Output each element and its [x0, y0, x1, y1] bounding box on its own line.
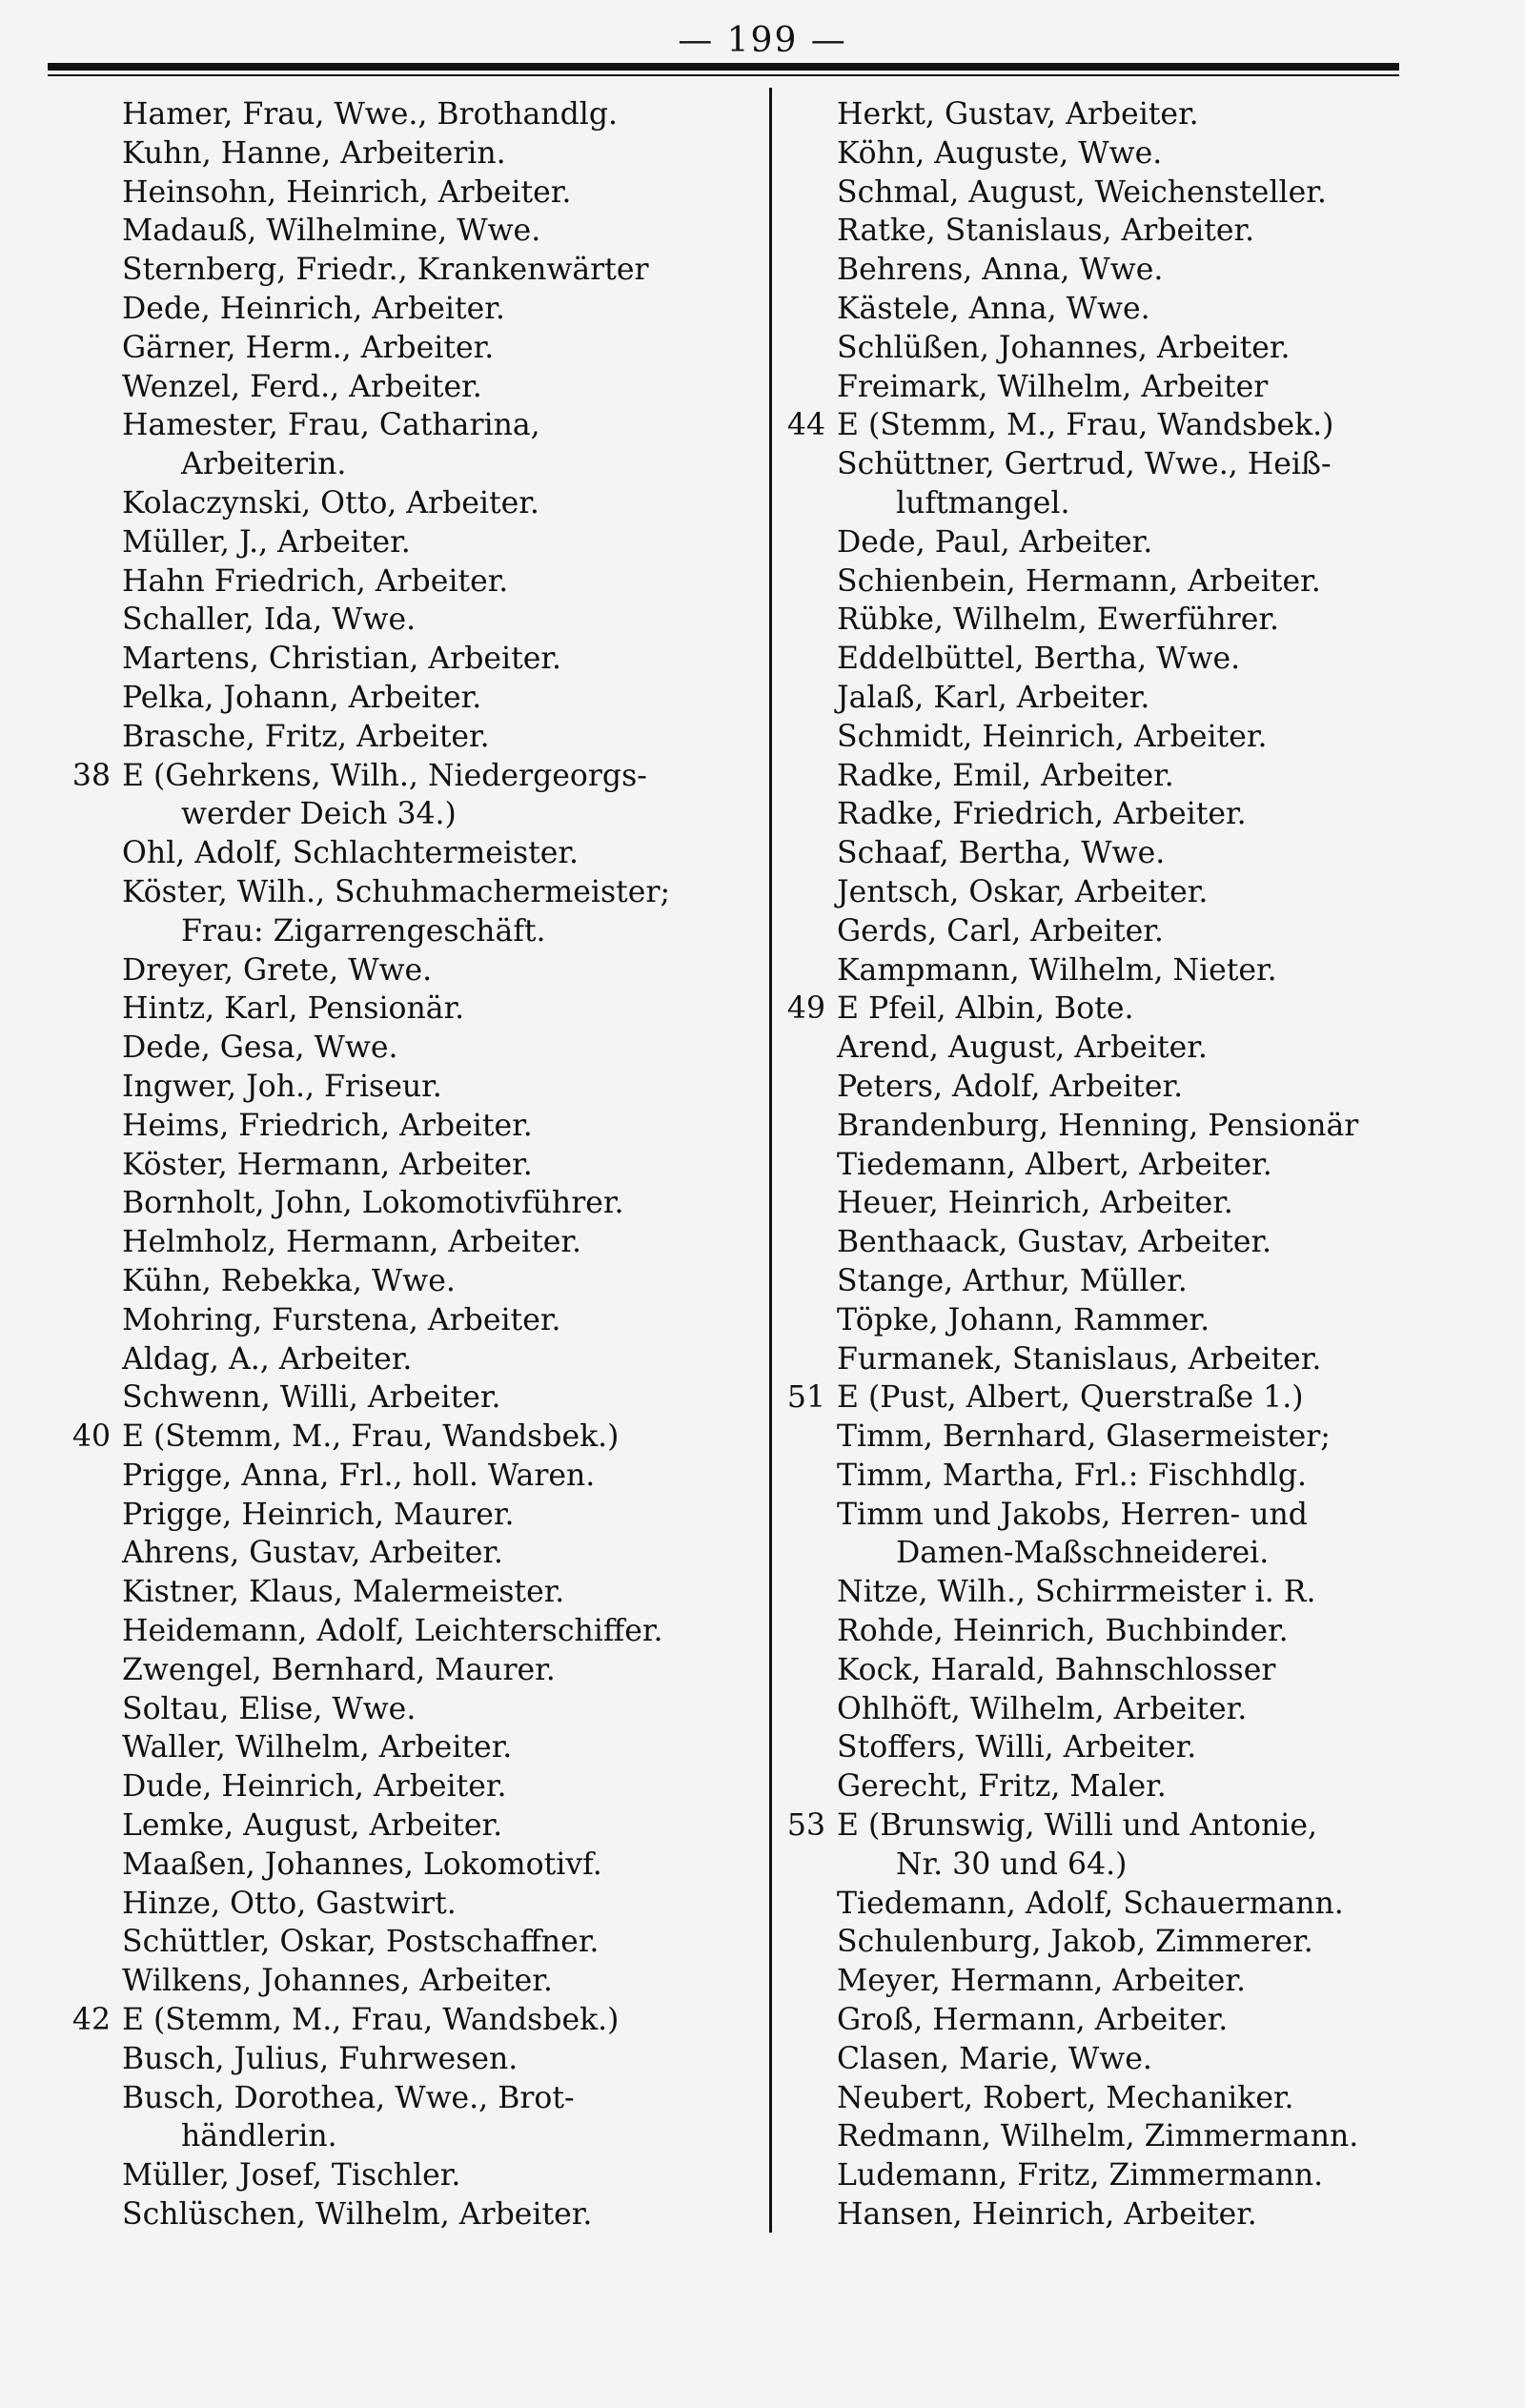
resident-entry: Dude, Heinrich, Arbeiter. [122, 1769, 507, 1805]
resident-entry: Stoffers, Willi, Arbeiter. [837, 1730, 1197, 1765]
page-number: — 199 — [678, 21, 847, 60]
resident-entry-continuation: Nr. 30 und 64.) [896, 1847, 1128, 1882]
house-owner-text: E (Pust, Albert, Querstraße 1.) [837, 1380, 1304, 1416]
resident-entry: Kampmann, Wilhelm, Nieter. [837, 952, 1277, 988]
resident-entry: Heims, Friedrich, Arbeiter. [122, 1108, 533, 1143]
resident-entry: Waller, Wilhelm, Arbeiter. [122, 1730, 513, 1765]
resident-entry: Ohlhöft, Wilhelm, Arbeiter. [837, 1691, 1248, 1726]
resident-entry: Schwenn, Willi, Arbeiter. [122, 1380, 501, 1416]
resident-entry: Herkt, Gustav, Arbeiter. [837, 97, 1199, 132]
resident-entry: Schmal, August, Weichensteller. [837, 174, 1327, 210]
resident-entry: Wenzel, Ferd., Arbeiter. [122, 369, 482, 404]
resident-entry-continuation: Frau: Zigarrengeschäft. [181, 913, 546, 949]
right-column [774, 95, 1432, 2235]
resident-entry: Pelka, Johann, Arbeiter. [122, 680, 482, 715]
resident-entry: Prigge, Anna, Frl., holl. Waren. [122, 1458, 596, 1493]
resident-entry: Gerds, Carl, Arbeiter. [837, 913, 1164, 949]
column-divider [769, 88, 772, 2233]
resident-entry-continuation: luftmangel. [896, 485, 1070, 520]
resident-entry: Clasen, Marie, Wwe. [837, 2041, 1152, 2076]
resident-entry: Dreyer, Grete, Wwe. [122, 952, 433, 988]
resident-entry: Hinze, Otto, Gastwirt. [122, 1886, 457, 1921]
resident-entry: Busch, Julius, Fuhrwesen. [122, 2041, 518, 2076]
resident-entry: Ludemann, Fritz, Zimmermann. [837, 2158, 1324, 2194]
resident-entry: Kuhn, Hanne, Arbeiterin. [122, 135, 506, 171]
resident-entry: Freimark, Wilhelm, Arbeiter [837, 369, 1269, 404]
resident-entry: Timm und Jakobs, Herren- und [837, 1497, 1308, 1532]
resident-entry: Tiedemann, Albert, Arbeiter. [837, 1147, 1272, 1182]
resident-entry: Hintz, Karl, Pensionär. [122, 991, 465, 1027]
resident-entry: Sternberg, Friedr., Krankenwärter [122, 253, 649, 288]
resident-entry: Köster, Hermann, Arbeiter. [122, 1147, 533, 1182]
resident-entry: Brasche, Fritz, Arbeiter. [122, 719, 490, 754]
resident-entry: Stange, Arthur, Müller. [837, 1263, 1188, 1298]
house-number: 51 [786, 1380, 825, 1416]
resident-entry: Nitze, Wilh., Schirrmeister i. R. [837, 1575, 1316, 1610]
resident-entry: Peters, Adolf, Arbeiter. [837, 1069, 1184, 1104]
resident-entry: Eddelbüttel, Bertha, Wwe. [837, 642, 1241, 677]
resident-entry: Köster, Wilh., Schuhmachermeister; [122, 874, 671, 909]
resident-entry: Hahn Friedrich, Arbeiter. [122, 563, 509, 599]
house-number-line [59, 1418, 707, 1457]
header-rule-thick [48, 63, 1399, 71]
house-owner-text: E (Stemm, M., Frau, Wandsbek.) [122, 1419, 620, 1455]
resident-entry: Busch, Dorothea, Wwe., Brot- [122, 2080, 575, 2115]
resident-entry: Kästele, Anna, Wwe. [837, 291, 1150, 326]
resident-entry: Töpke, Johann, Rammer. [837, 1302, 1210, 1337]
resident-entry: Timm, Martha, Frl.: Fischhdlg. [837, 1458, 1308, 1493]
resident-entry: Wilkens, Johannes, Arbeiter. [122, 1964, 553, 1999]
resident-entry: Dede, Gesa, Wwe. [122, 1031, 398, 1066]
resident-entry: Mohring, Furstena, Arbeiter. [122, 1302, 561, 1337]
resident-entry: Jentsch, Oskar, Arbeiter. [837, 874, 1209, 909]
resident-entry: Prigge, Heinrich, Maurer. [122, 1497, 515, 1532]
resident-entry: Brandenburg, Henning, Pensionär [837, 1108, 1359, 1143]
resident-entry: Radke, Emil, Arbeiter. [837, 758, 1174, 793]
resident-entry: Martens, Christian, Arbeiter. [122, 642, 561, 677]
resident-entry: Kolaczynski, Otto, Arbeiter. [122, 485, 539, 520]
resident-entry: Ahrens, Gustav, Arbeiter. [122, 1536, 503, 1571]
resident-entry: Köhn, Auguste, Wwe. [837, 135, 1163, 171]
resident-entry: Dede, Heinrich, Arbeiter. [122, 291, 505, 326]
resident-entry: Rohde, Heinrich, Buchbinder. [837, 1614, 1289, 1649]
resident-entry-continuation: Arbeiterin. [181, 447, 347, 482]
house-owner-text: E Pfeil, Albin, Bote. [837, 991, 1134, 1027]
house-owner-text: E (Brunswig, Willi und Antonie, [837, 1808, 1318, 1844]
resident-entry: Heinsohn, Heinrich, Arbeiter. [122, 174, 572, 210]
house-number-line [774, 1806, 1432, 1846]
house-owner-text: E (Gehrkens, Wilh., Niedergeorgs- [122, 758, 647, 793]
resident-entry: Zwengel, Bernhard, Maurer. [122, 1652, 556, 1687]
resident-entry: Hansen, Heinrich, Arbeiter. [837, 2197, 1257, 2233]
resident-entry: Redmann, Wilhelm, Zimmermann. [837, 2119, 1359, 2154]
resident-entry: Müller, J., Arbeiter. [122, 524, 411, 560]
resident-entry: Benthaack, Gustav, Arbeiter. [837, 1225, 1272, 1260]
resident-entry: Meyer, Hermann, Arbeiter. [837, 1964, 1246, 1999]
resident-entry: Schaller, Ida, Wwe. [122, 602, 417, 638]
resident-entry: Kistner, Klaus, Malermeister. [122, 1575, 565, 1610]
resident-entry: Dede, Paul, Arbeiter. [837, 524, 1153, 560]
house-number-line [59, 2001, 707, 2040]
house-owner-text: E (Stemm, M., Frau, Wandsbek.) [122, 2003, 620, 2038]
resident-entry: Schüttner, Gertrud, Wwe., Heiß- [837, 447, 1332, 482]
resident-entry-continuation: werder Deich 34.) [181, 797, 457, 832]
house-number: 49 [786, 991, 825, 1027]
resident-entry: Helmholz, Hermann, Arbeiter. [122, 1225, 582, 1260]
resident-entry: Gerecht, Fritz, Maler. [837, 1769, 1167, 1805]
resident-entry-continuation: Damen-Maßschneiderei. [896, 1536, 1270, 1571]
resident-entry: Schulenburg, Jakob, Zimmerer. [837, 1925, 1313, 1960]
house-number-line [774, 990, 1432, 1029]
resident-entry: Behrens, Anna, Wwe. [837, 253, 1164, 288]
resident-entry: Arend, August, Arbeiter. [837, 1031, 1208, 1066]
resident-entry: Hamester, Frau, Catharina, [122, 408, 540, 443]
resident-entry: Bornholt, John, Lokomotivführer. [122, 1186, 624, 1221]
resident-entry: Radke, Friedrich, Arbeiter. [837, 797, 1247, 832]
resident-entry: Neubert, Robert, Mechaniker. [837, 2080, 1294, 2115]
house-number-line [59, 757, 707, 796]
resident-entry: Timm, Bernhard, Glasermeister; [837, 1419, 1331, 1455]
house-number: 38 [71, 758, 111, 793]
resident-entry: Ohl, Adolf, Schlachtermeister. [122, 836, 580, 871]
house-number: 42 [71, 2003, 111, 2038]
resident-entry: Madauß, Wilhelmine, Wwe. [122, 214, 541, 249]
resident-entry: Schlüßen, Johannes, Arbeiter. [837, 330, 1291, 365]
resident-entry: Rübke, Wilhelm, Ewerführer. [837, 602, 1279, 638]
resident-entry: Maaßen, Johannes, Lokomotivf. [122, 1847, 602, 1882]
resident-entry: Kühn, Rebekka, Wwe. [122, 1263, 456, 1298]
resident-entry-continuation: händlerin. [181, 2119, 337, 2154]
resident-entry: Furmanek, Stanislaus, Arbeiter. [837, 1341, 1322, 1377]
resident-entry: Heidemann, Adolf, Leichterschiffer. [122, 1614, 663, 1649]
resident-entry: Ratke, Stanislaus, Arbeiter. [837, 214, 1255, 249]
house-number: 44 [786, 408, 825, 443]
resident-entry: Schmidt, Heinrich, Arbeiter. [837, 719, 1268, 754]
house-number: 40 [71, 1419, 111, 1455]
resident-entry: Lemke, August, Arbeiter. [122, 1808, 503, 1844]
resident-entry: Tiedemann, Adolf, Schauermann. [837, 1886, 1344, 1921]
left-column [59, 95, 707, 2235]
resident-entry: Kock, Harald, Bahnschlosser [837, 1652, 1276, 1687]
house-number-line [774, 406, 1432, 445]
resident-entry: Schüttler, Oskar, Postschaffner. [122, 1925, 600, 1960]
resident-entry: Aldag, A., Arbeiter. [122, 1341, 413, 1377]
house-owner-text: E (Stemm, M., Frau, Wandsbek.) [837, 408, 1334, 443]
header-rule-thin [48, 74, 1399, 76]
resident-entry: Hamer, Frau, Wwe., Brothandlg. [122, 97, 619, 132]
resident-entry: Schlüschen, Wilhelm, Arbeiter. [122, 2197, 593, 2233]
resident-entry: Heuer, Heinrich, Arbeiter. [837, 1186, 1233, 1221]
resident-entry: Jalaß, Karl, Arbeiter. [837, 680, 1150, 715]
resident-entry: Ingwer, Joh., Friseur. [122, 1069, 442, 1104]
resident-entry: Gärner, Herm., Arbeiter. [122, 330, 495, 365]
resident-entry: Schaaf, Bertha, Wwe. [837, 836, 1166, 871]
house-number-line [774, 1378, 1432, 1418]
resident-entry: Soltau, Elise, Wwe. [122, 1691, 417, 1726]
resident-entry: Schienbein, Hermann, Arbeiter. [837, 563, 1321, 599]
house-number: 53 [786, 1808, 825, 1844]
resident-entry: Groß, Hermann, Arbeiter. [837, 2003, 1229, 2038]
resident-entry: Müller, Josef, Tischler. [122, 2158, 461, 2194]
